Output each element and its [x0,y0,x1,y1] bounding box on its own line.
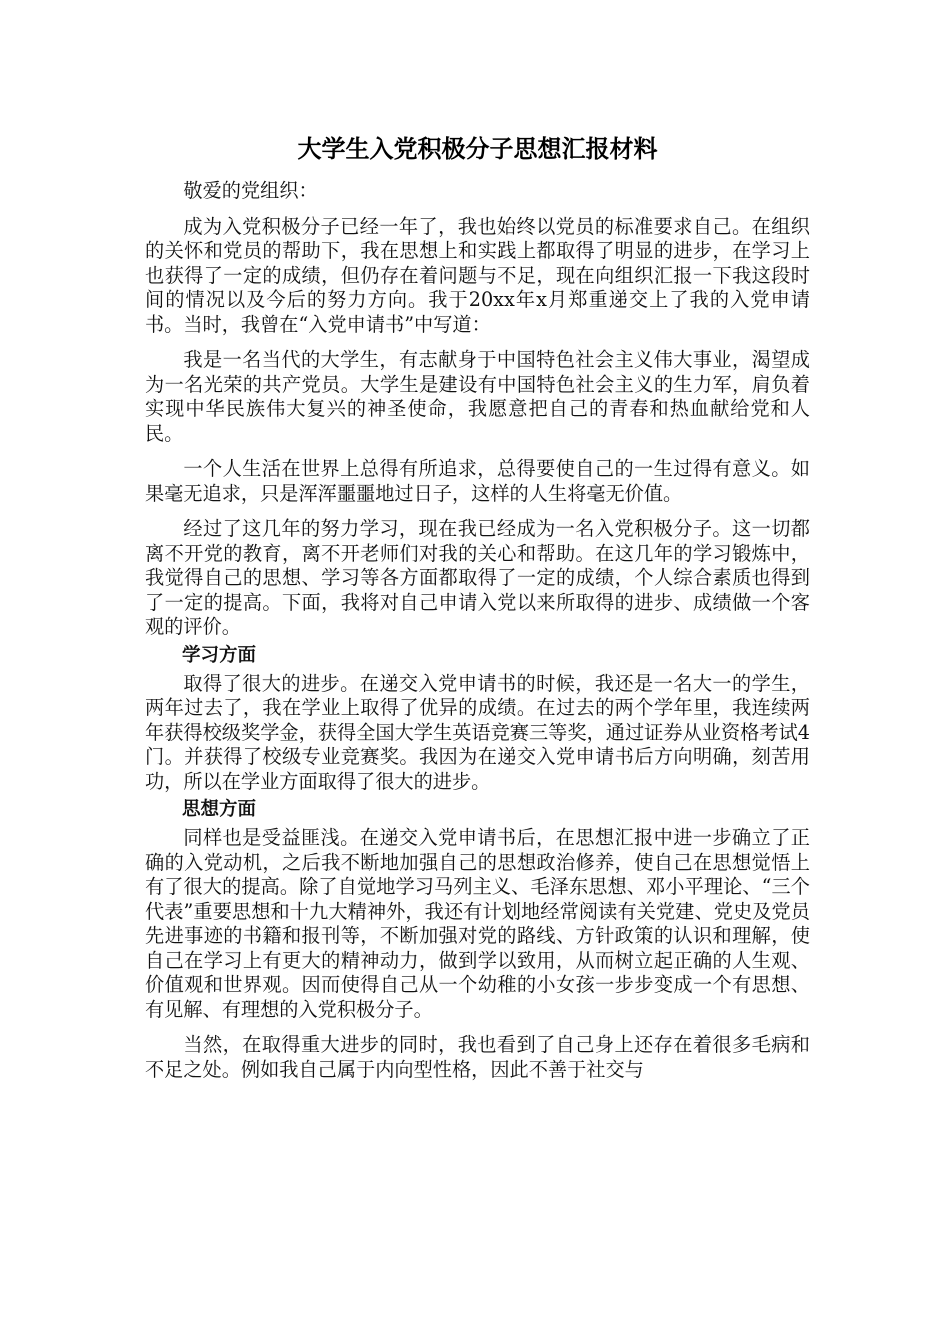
document-title: 大学生入党积极分子思想汇报材料 [297,135,658,163]
paragraph-thought: 同样也是受益匪浅。在递交入党申请书后，在思想汇报中进一步确立了正确的入党动机，之后我不断地加强自己的思想政治修养，使自己在思想觉悟上有了很大的提高。除了自觉地学习马列主义、毛泽东思想、邓小平理论、“三个代表”重要思想和十九大精神外，我还有计划地经常阅读有关党建、党史及党员先进事迹的书籍和报刊等，不断加强对党的路线、方针政策的认识和理解，使自己在学习上有更大的精神动力，做到学以致用，从而树立起正确的人生观、价值观和世界观。因而使得自己从一个幼稚的小女孩一步步变成一个有思想、有见解、有理想的入党积极分子。 [145,826,810,1021]
paragraph-closing: 当然，在取得重大进步的同时，我也看到了自己身上还存在着很多毛病和不足之处。例如我自己属于内向型性格，因此不善于社交与 [145,1033,810,1081]
salutation: 敬爱的党组织： [183,179,318,202]
paragraph-progress: 经过了这几年的努力学习，现在我已经成为一名入党积极分子。这一切都离不开党的教育，离不开老师们对我的关心和帮助。在这几年的学习锻炼中，我觉得自己的思想、学习等各方面都取得了一定的成绩，个人综合素质也得到了一定的提高。下面，我将对自己申请入党以来所取得的进步、成绩做一个客观的评价。 [145,517,810,638]
paragraph-quote: 我是一名当代的大学生，有志献身于中国特色社会主义伟大事业，渴望成为一名光荣的共产党员。大学生是建设有中国特色社会主义的生力军，肩负着实现中华民族伟大复兴的神圣使命，我愿意把自己的青春和热血献给党和人民。 [145,348,810,445]
section-heading-study: 学习方面 [182,644,257,666]
paragraph-study: 取得了很大的进步。在递交入党申请书的时候，我还是一名大一的学生，两年过去了，我在学业上取得了优异的成绩。在过去的两个学年里，我连续两年获得校级奖学金，获得全国大学生英语竞赛三等奖，通过证券从业资格考试4门。并获得了校级专业竞赛奖。我因为在递交入党申请书后方向明确，刻苦用功，所以在学业方面取得了很大的进步。 [145,671,810,793]
document-body [145,132,810,1093]
paragraph-intro: 成为入党积极分子已经一年了，我也始终以党员的标准要求自己。在组织的关怀和党员的帮助下，我在思想上和实践上都取得了明显的进步，在学习上也获得了一定的成绩，但仍存在着问题与不足，现在向组织汇报一下我这段时间的情况以及今后的努力方向。我于20xx年x月郑重递交上了我的入党申请书。当时，我曾在“入党申请书”中写道： [145,214,810,336]
section-heading-thought: 思想方面 [182,799,257,820]
paragraph-pursuit: 一个人生活在世界上总得有所追求，总得要使自己的一生过得有意义。如果毫无追求，只是浑浑噩噩地过日子，这样的人生将毫无价值。 [145,457,810,505]
